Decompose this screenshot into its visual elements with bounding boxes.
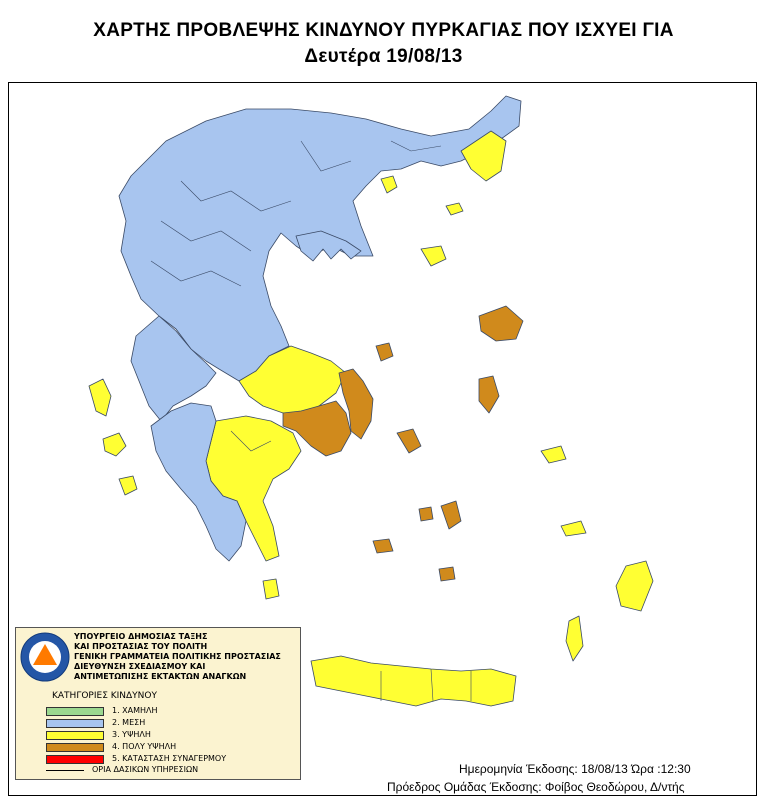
legend-label: 4. ΠΟΛΥ ΥΨΗΛΗ [112,742,177,751]
island-chios [479,376,499,413]
island-cyclades-andros [419,507,433,521]
swatch-very-high [46,743,104,752]
island-skyros [397,429,421,453]
agency-line: ΓΕΝΙΚΗ ΓΡΑΜΜΑΤΕΙΑ ΠΟΛΙΤΙΚΗΣ ΠΡΟΣΤΑΣΙΑΣ [74,652,281,661]
agency-line: ΔΙΕΥΘΥΝΣΗ ΣΧΕΔΙΑΣΜΟΥ ΚΑΙ [74,662,206,671]
agency-line: ΚΑΙ ΠΡΟΣΤΑΣΙΑΣ ΤΟΥ ΠΟΛΙΤΗ [74,642,208,651]
legend-label: 1. ΧΑΜΗΛΗ [112,706,158,715]
island-crete [311,656,516,706]
issue-president: Πρόεδρος Ομάδας Έκδοσης: Φοίβος Θεοδώρου, Δ/ντής [387,780,685,794]
legend-label: 2. ΜΕΣΗ [112,718,146,727]
categories-title: ΚΑΤΗΓΟΡΙΕΣ ΚΙΝΔΥΝΟΥ [52,691,157,701]
agency-block [74,632,281,682]
island-lesvos [479,306,523,341]
island-cyclades-milos [373,539,393,553]
island-karpathos [566,616,583,661]
island-cyclades-naxos [441,501,461,529]
island-kos [561,521,586,536]
island-kefalonia [103,433,126,456]
legend-label: 5. ΚΑΤΑΣΤΑΣΗ ΣΥΝΑΓΕΡΜΟΥ [112,754,227,763]
island-cyclades-santorini [439,567,455,581]
island-rhodes [616,561,653,611]
agency-line: ΥΠΟΥΡΓΕΙΟ ΔΗΜΟΣΙΑΣ ΤΑΞΗΣ [74,632,208,641]
island-kythira [263,579,279,599]
legend-panel [15,627,301,780]
island-corfu [89,379,111,416]
island-samothraki [446,203,463,215]
map-frame [8,82,757,796]
boundary-line-symbol [46,770,84,771]
swatch-low [46,707,104,716]
issue-date: Ημερομηνία Έκδοσης: 18/08/13 Ώρα :12:30 [459,762,691,776]
swatch-emergency [46,755,104,764]
swatch-high [46,731,104,740]
island-thasos [381,176,397,193]
island-sporades [376,343,393,361]
island-lemnos [421,246,446,266]
agency-line: ΑΝΤΙΜΕΤΩΠΙΣΗΣ ΕΚΤΑΚΤΩΝ ΑΝΑΓΚΩΝ [74,672,247,681]
legend-label: 3. ΥΨΗΛΗ [112,730,151,739]
civil-protection-logo-icon [20,632,70,682]
boundary-label: ΟΡΙΑ ΔΑΣΙΚΩΝ ΥΠΗΡΕΣΙΩΝ [92,765,199,774]
map-date: Δευτέρα 19/08/13 [304,46,463,67]
island-samos [541,446,566,463]
map-title: ΧΑΡΤΗΣ ΠΡΟΒΛΕΨΗΣ ΚΙΝΔΥΝΟΥ ΠΥΡΚΑΓΙΑΣ ΠΟΥ ΙΣΧΥΕΙ ΓΙΑ [93,20,674,41]
swatch-medium [46,719,104,728]
island-zakynthos [119,476,137,495]
